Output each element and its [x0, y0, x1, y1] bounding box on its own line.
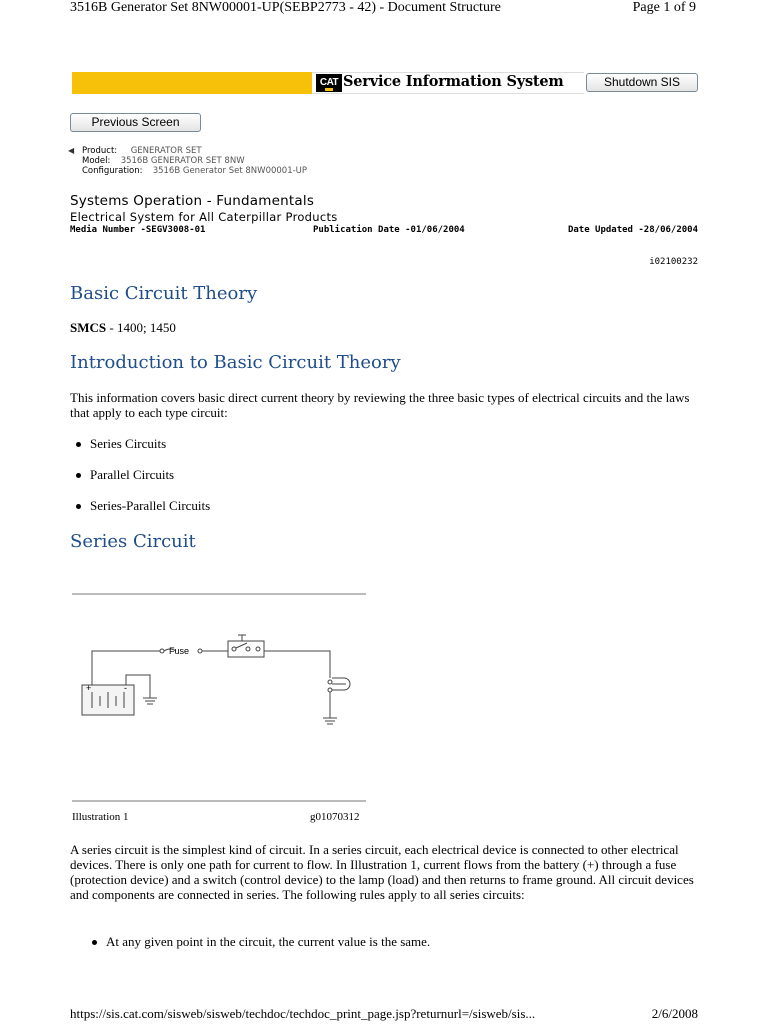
print-header-page-number: Page 1 of 9	[632, 0, 696, 15]
product-value: GENERATOR SET	[130, 146, 202, 156]
cat-logo: CAT	[316, 74, 342, 92]
configuration-label: Configuration:	[82, 166, 143, 176]
series-paragraph: A series circuit is the simplest kind of circuit. In a series circuit, each electrical device is connected to other electrical devices. There is only one path for current to flow. In Illustration 1, current flows from the battery (+) through a fuse (protection device) and a switch (control device) to the lamp (load) and then returns to frame ground. All circuit devices and components are connected in series. The following rules apply to all series circuits:	[70, 842, 694, 902]
illustration-id: g01070312	[310, 811, 360, 823]
illustration-bottom-rule	[72, 800, 366, 802]
battery-minus-label: -	[124, 683, 127, 693]
print-footer-url: https://sis.cat.com/sisweb/sisweb/techdoc/techdoc_print_page.jsp?returnurl=/sisweb/sis...	[70, 1006, 536, 1021]
document-id: i02100232	[649, 257, 698, 267]
sis-title: Service Information System	[343, 73, 564, 90]
product-info	[70, 146, 307, 176]
shutdown-sis-button[interactable]: Shutdown SIS	[586, 73, 698, 92]
fuse-label: Fuse	[169, 646, 190, 656]
heading-series-circuit: Series Circuit	[70, 531, 196, 552]
document-title: Systems Operation - Fundamentals	[70, 193, 315, 209]
list-item: Series-Parallel Circuits	[90, 498, 211, 513]
configuration-value: 3516B Generator Set 8NW00001-UP	[152, 166, 308, 176]
list-item: Parallel Circuits	[90, 467, 175, 482]
previous-screen-button[interactable]: Previous Screen	[70, 113, 201, 132]
document-subtitle: Electrical System for All Caterpillar Products	[70, 210, 338, 224]
model-row	[70, 156, 307, 166]
series-circuit-illustration	[72, 590, 366, 778]
media-number: Media Number -SEGV3008-01	[70, 225, 206, 235]
smcs-codes	[70, 320, 176, 336]
publication-date: Publication Date -01/06/2004	[313, 225, 465, 235]
illustration-caption: Illustration 1	[72, 811, 129, 823]
print-header-title: 3516B Generator Set 8NW00001-UP(SEBP2773 - 42) - Document Structure	[70, 0, 501, 15]
collapse-arrow-icon[interactable]: ◀	[68, 146, 75, 155]
intro-paragraph: This information covers basic direct current theory by reviewing the three basic types of electrical circuits and the laws that apply to each type circuit:	[70, 390, 690, 420]
smcs-label: SMCS	[70, 320, 107, 335]
heading-introduction: Introduction to Basic Circuit Theory	[70, 352, 401, 373]
print-footer-date: 2/6/2008	[651, 1006, 698, 1021]
product-label: Product:	[82, 146, 118, 156]
model-value: 3516B GENERATOR SET 8NW	[120, 156, 245, 166]
smcs-value: - 1400; 1450	[106, 320, 176, 335]
configuration-row	[70, 166, 307, 176]
list-item: Series Circuits	[90, 436, 167, 451]
heading-basic-circuit-theory: Basic Circuit Theory	[70, 283, 258, 304]
product-row	[70, 146, 307, 156]
list-item: At any given point in the circuit, the current value is the same.	[106, 934, 431, 949]
banner-yellow-bar	[72, 72, 312, 94]
date-updated: Date Updated -28/06/2004	[567, 225, 698, 235]
battery-plus-label: +	[86, 683, 92, 693]
model-label: Model:	[82, 156, 111, 166]
